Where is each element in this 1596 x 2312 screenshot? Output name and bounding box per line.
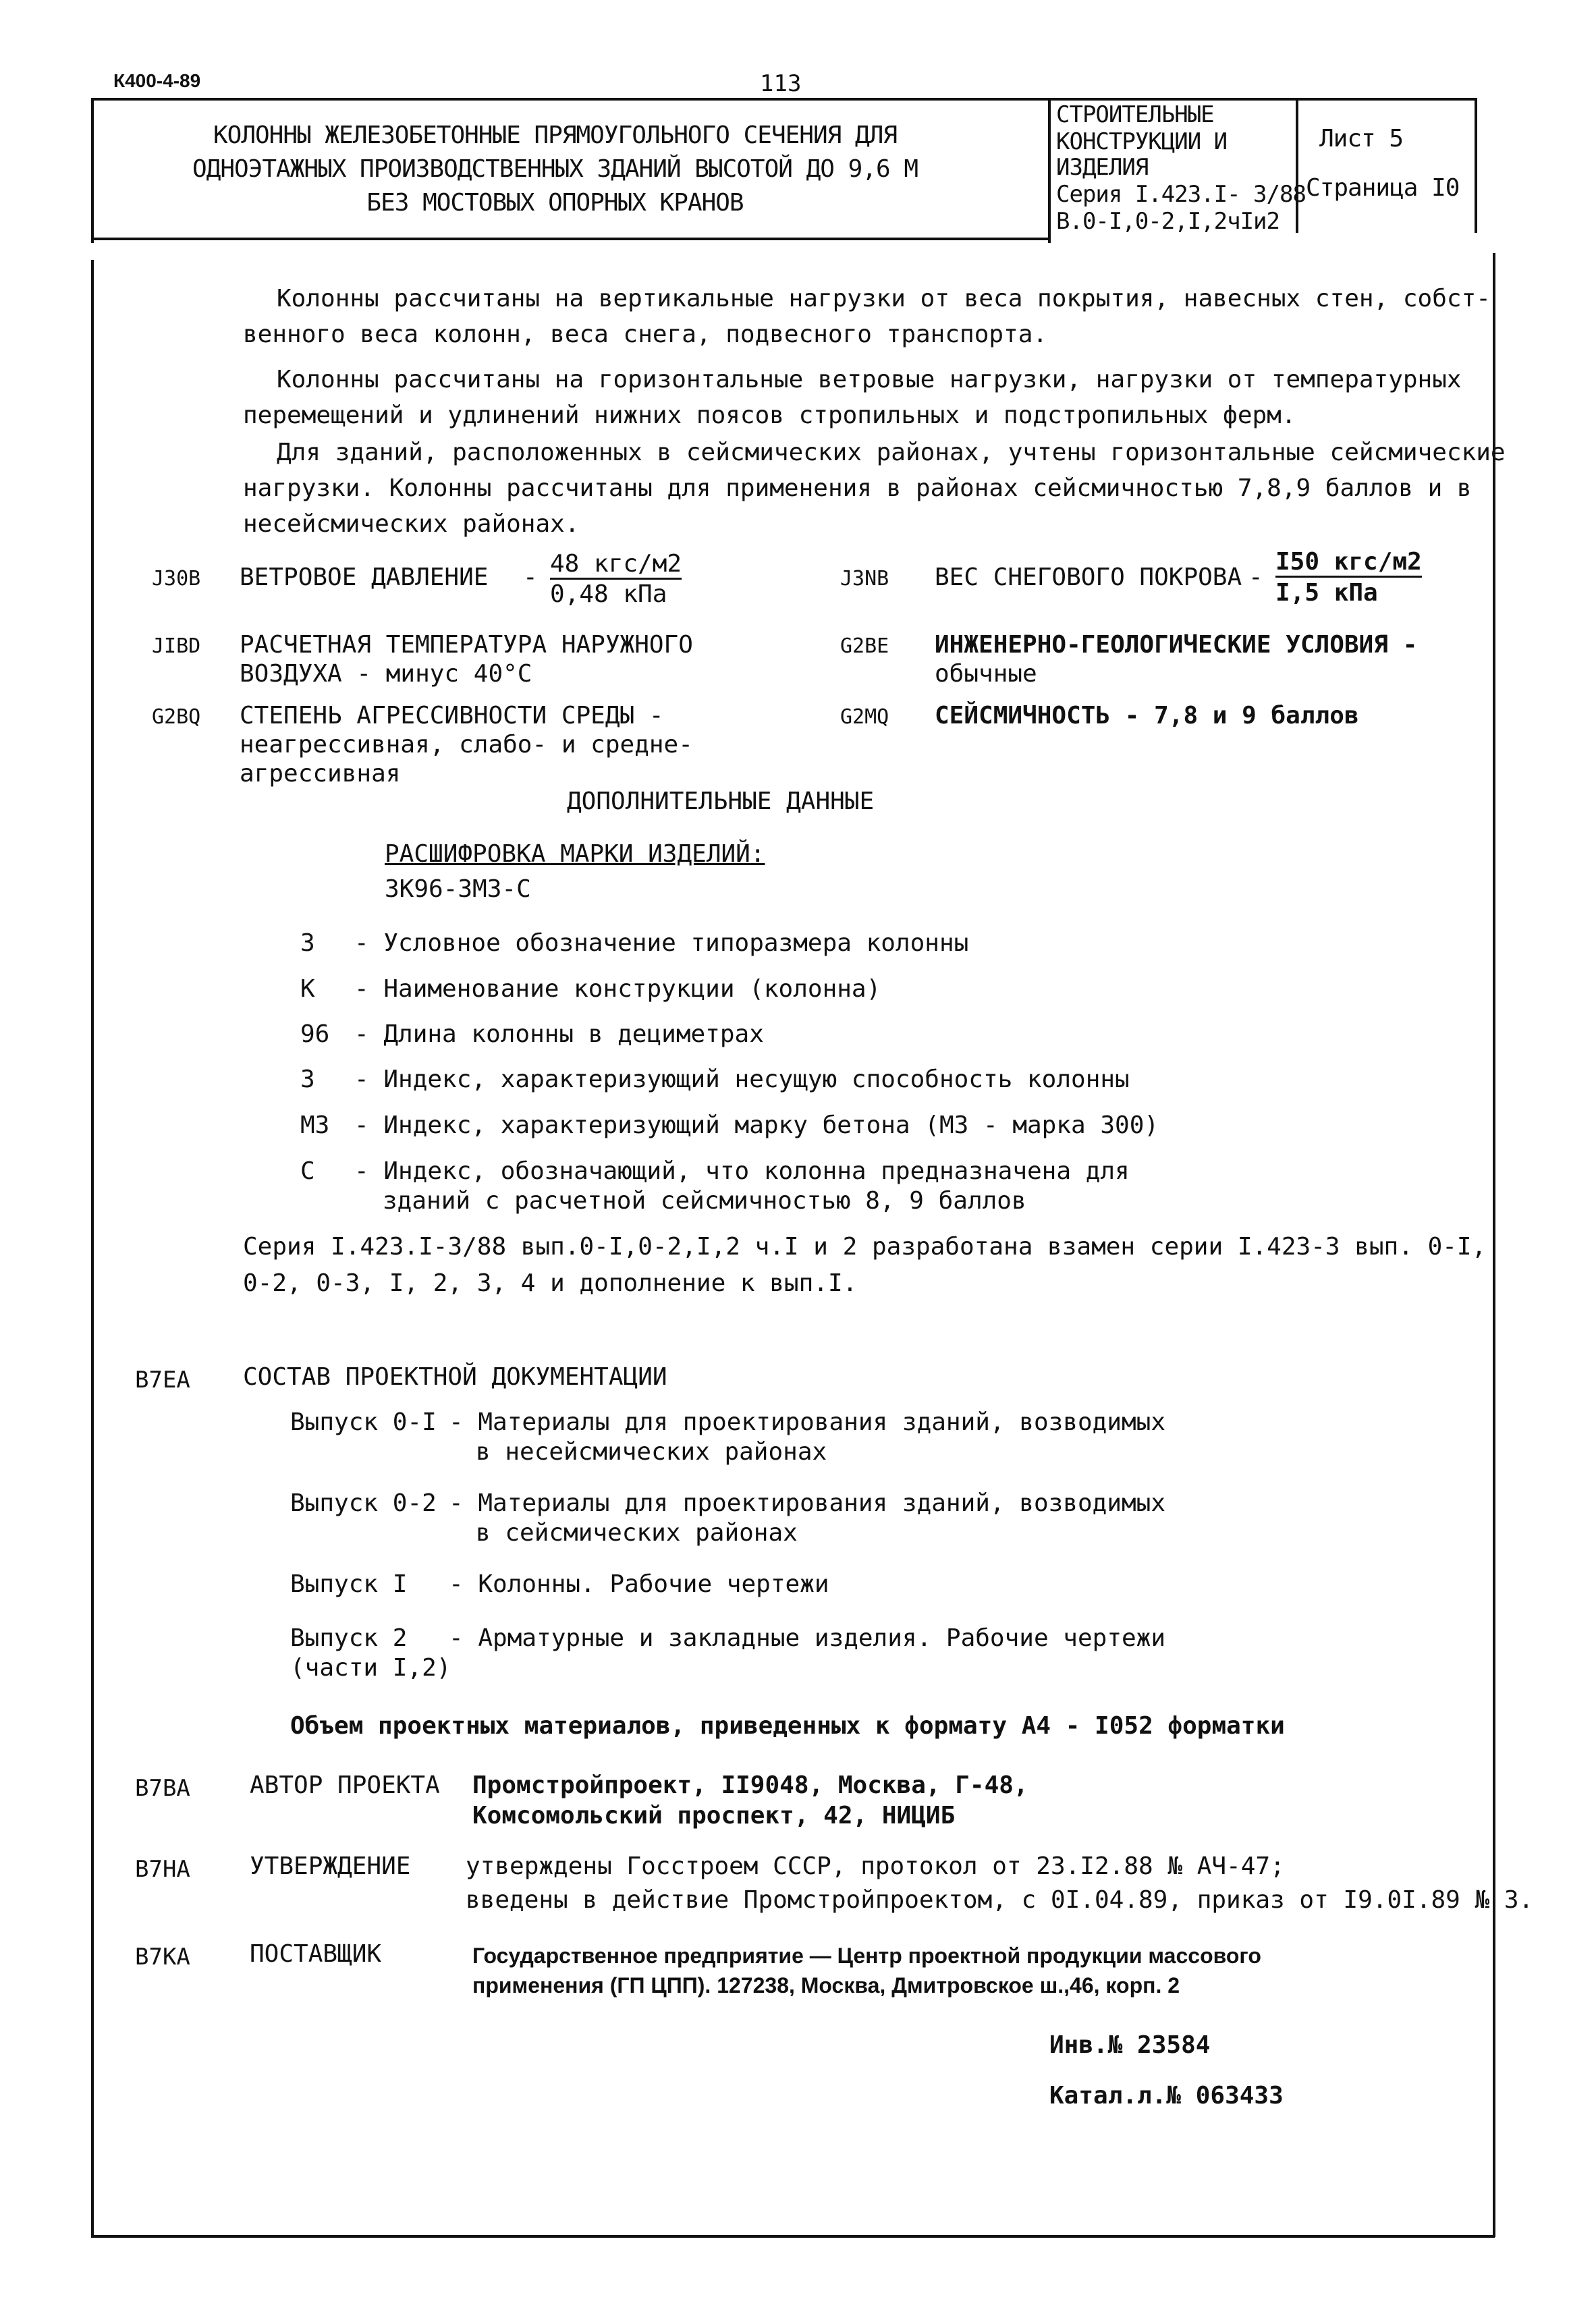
- supplier-label: ПОСТАВЩИК: [250, 1940, 382, 1968]
- mark-key-6: С: [300, 1157, 315, 1185]
- category-line-2: КОНСТРУКЦИИ И: [1056, 128, 1228, 155]
- series-issues: В.0-I,0-2,I,2чIи2: [1056, 208, 1279, 235]
- composition-title: СОСТАВ ПРОЕКТНОЙ ДОКУМЕНТАЦИИ: [243, 1363, 667, 1391]
- mark-desc-2: - Наименование конструкции (колонна): [354, 975, 881, 1003]
- issue-4-desc: - Арматурные и закладные изделия. Рабочие чертежи: [449, 1624, 1166, 1652]
- snow-label: ВЕС СНЕГОВОГО ПОКРОВА: [935, 563, 1242, 591]
- issue-3-desc: - Колонны. Рабочие чертежи: [449, 1570, 829, 1598]
- mark-key-3: 96: [300, 1020, 330, 1048]
- intro-p2-l2: перемещений и удлинений нижних поясов стропильных и подстропильных ферм.: [243, 402, 1296, 429]
- approval-line-1: утверждены Госстроем СССР, протокол от 23.I2.88 № АЧ-47;: [466, 1852, 1285, 1880]
- issue-4-key: Выпуск 2: [290, 1624, 408, 1652]
- author-label: АВТОР ПРОЕКТА: [250, 1771, 440, 1799]
- wind-value-bottom: 0,48 кПа: [550, 580, 667, 608]
- supplier-line-1: Государственное предприятие — Центр проектной продукции массового: [472, 1944, 1261, 1968]
- category-line-3: ИЗДЕЛИЯ: [1056, 154, 1149, 181]
- main-frame-right: [1493, 253, 1495, 2237]
- approval-code: B7HA: [135, 1856, 190, 1883]
- wind-code: J30B: [152, 567, 201, 590]
- supplier-code: B7KA: [135, 1944, 190, 1971]
- issue-1-desc-cont: в несейсмических районах: [476, 1438, 827, 1466]
- intro-p3-l3: несейсмических районах.: [243, 510, 580, 538]
- wind-dash: -: [523, 563, 538, 591]
- temp-code: JIBD: [152, 634, 201, 658]
- extra-heading: ДОПОЛНИТЕЛЬНЫЕ ДАННЫЕ: [567, 788, 875, 815]
- sheet-number: Лист 5: [1319, 125, 1404, 153]
- mark-desc-5: - Индекс, характеризующий марку бетона (М3 - марка 300): [354, 1111, 1159, 1139]
- intro-p3-l2: нагрузки. Колонны рассчитаны для применения в районах сейсмичностью 7,8,9 баллов и в: [243, 474, 1472, 502]
- approval-line-2: введены в действие Промстройпроектом, с 0I.04.89, приказ от I9.0I.89 № 3.: [466, 1886, 1534, 1914]
- seism-label: СЕЙСМИЧНОСТЬ - 7,8 и 9 баллов: [935, 702, 1359, 730]
- author-code: B7BA: [135, 1775, 190, 1802]
- wind-value-top: 48 кгс/м2: [550, 550, 682, 580]
- title-line-2: ОДНОЭТАЖНЫХ ПРОИЗВОДСТВЕННЫХ ЗДАНИЙ ВЫСОТОЙ ДО 9,6 М: [192, 155, 918, 183]
- mark-key-4: 3: [300, 1066, 315, 1093]
- page-number: 113: [760, 70, 802, 97]
- geo-line-1: ИНЖЕНЕРНО-ГЕОЛОГИЧЕСКИЕ УСЛОВИЯ -: [935, 631, 1418, 659]
- volume-note: Объем проектных материалов, приведенных к формату А4 - I052 форматки: [290, 1712, 1285, 1740]
- stamp-frame-right: [1475, 98, 1477, 233]
- series-number: Серия I.423.I- 3/88: [1056, 181, 1306, 208]
- aggr-line-2: неагрессивная, слабо- и средне-: [240, 731, 693, 759]
- catalog-number: Катал.л.№ 063433: [1049, 2082, 1284, 2110]
- seism-code: G2MQ: [840, 705, 889, 729]
- snow-dash: -: [1248, 563, 1263, 591]
- snow-value-top: I50 кгс/м2: [1275, 548, 1422, 578]
- mark-desc-3: - Длина колонны в дециметрах: [354, 1020, 764, 1048]
- issue-3-key: Выпуск I: [290, 1570, 408, 1598]
- title-frame-top: [91, 98, 1475, 101]
- product-mark: 3К96-3М3-С: [385, 875, 531, 903]
- category-line-1: СТРОИТЕЛЬНЫЕ: [1056, 101, 1214, 128]
- intro-p1-l1: Колонны рассчитаны на вертикальные нагрузки от веса покрытия, навесных стен, собст-: [277, 285, 1491, 312]
- temp-line-1: РАСЧЕТНАЯ ТЕМПЕРАТУРА НАРУЖНОГО: [240, 631, 693, 659]
- intro-p2-l1: Колонны рассчитаны на горизонтальные ветровые нагрузки, нагрузки от температурных: [277, 366, 1462, 393]
- aggr-code: G2BQ: [152, 705, 201, 729]
- mark-key-5: М3: [300, 1111, 330, 1139]
- intro-p3-l1: Для зданий, расположенных в сейсмических районах, учтены горизонтальные сейсмические: [277, 439, 1506, 466]
- title-line-3: БЕЗ МОСТОВЫХ ОПОРНЫХ КРАНОВ: [366, 189, 744, 217]
- wind-label: ВЕТРОВОЕ ДАВЛЕНИЕ: [240, 563, 489, 591]
- stamp-frame-left: [1048, 98, 1051, 243]
- supplier-line-2: применения (ГП ЦПП). 127238, Москва, Дмитровское ш.,46, корп. 2: [472, 1973, 1180, 1998]
- main-frame-bottom: [91, 2235, 1495, 2238]
- title-frame-bottom: [91, 238, 1049, 240]
- snow-code: J3NB: [840, 567, 889, 590]
- series-note-l2: 0-2, 0-3, I, 2, 3, 4 и дополнение к вып.I.: [243, 1269, 858, 1297]
- document-code: К400-4-89: [113, 70, 201, 91]
- mark-desc-4: - Индекс, характеризующий несущую способность колонны: [354, 1066, 1130, 1093]
- composition-code: B7EA: [135, 1367, 190, 1394]
- approval-label: УТВЕРЖДЕНИЕ: [250, 1852, 411, 1880]
- temp-line-2: ВОЗДУХА - минус 40°С: [240, 660, 532, 688]
- mark-key-2: К: [300, 975, 315, 1003]
- mark-key-1: 3: [300, 929, 315, 957]
- intro-p1-l2: венного веса колонн, веса снега, подвесного транспорта.: [243, 321, 1048, 348]
- issue-2-key: Выпуск 0-2: [290, 1489, 437, 1517]
- inventory-number: Инв.№ 23584: [1049, 2031, 1211, 2059]
- issue-4-parts: (части I,2): [290, 1654, 451, 1682]
- author-line-1: Промстройпроект, II9048, Москва, Г-48,: [472, 1771, 1028, 1799]
- snow-value-bottom: I,5 кПа: [1275, 579, 1378, 607]
- issue-2-desc-cont: в сейсмических районах: [476, 1519, 798, 1547]
- main-frame-left: [91, 260, 94, 2237]
- issue-1-key: Выпуск 0-I: [290, 1408, 437, 1436]
- mark-desc-1: - Условное обозначение типоразмера колонны: [354, 929, 969, 957]
- geo-line-2: обычные: [935, 660, 1037, 688]
- issue-2-desc: - Материалы для проектирования зданий, возводимых: [449, 1489, 1166, 1517]
- title-line-1: КОЛОННЫ ЖЕЛЕЗОБЕТОННЫЕ ПРЯМОУГОЛЬНОГО СЕЧЕНИЯ ДЛЯ: [213, 121, 898, 149]
- sheet-page: Страница I0: [1306, 174, 1460, 202]
- issue-1-desc: - Материалы для проектирования зданий, возводимых: [449, 1408, 1166, 1436]
- aggr-line-1: СТЕПЕНЬ АГРЕССИВНОСТИ СРЕДЫ -: [240, 702, 664, 730]
- geo-code: G2BE: [840, 634, 889, 658]
- stamp-frame-mid: [1296, 98, 1298, 233]
- mark-desc-6-cont: зданий с расчетной сейсмичностью 8, 9 баллов: [383, 1187, 1026, 1215]
- author-line-2: Комсомольский проспект, 42, НИЦИБ: [472, 1802, 956, 1829]
- series-note-l1: Серия I.423.I-3/88 вып.0-I,0-2,I,2 ч.I и 2 разработана взамен серии I.423-3 вып. 0-I,: [243, 1233, 1487, 1261]
- decode-title: РАСШИФРОВКА МАРКИ ИЗДЕЛИЙ:: [385, 840, 765, 868]
- mark-desc-6: - Индекс, обозначающий, что колонна предназначена для: [354, 1157, 1130, 1185]
- aggr-line-3: агрессивная: [240, 760, 401, 788]
